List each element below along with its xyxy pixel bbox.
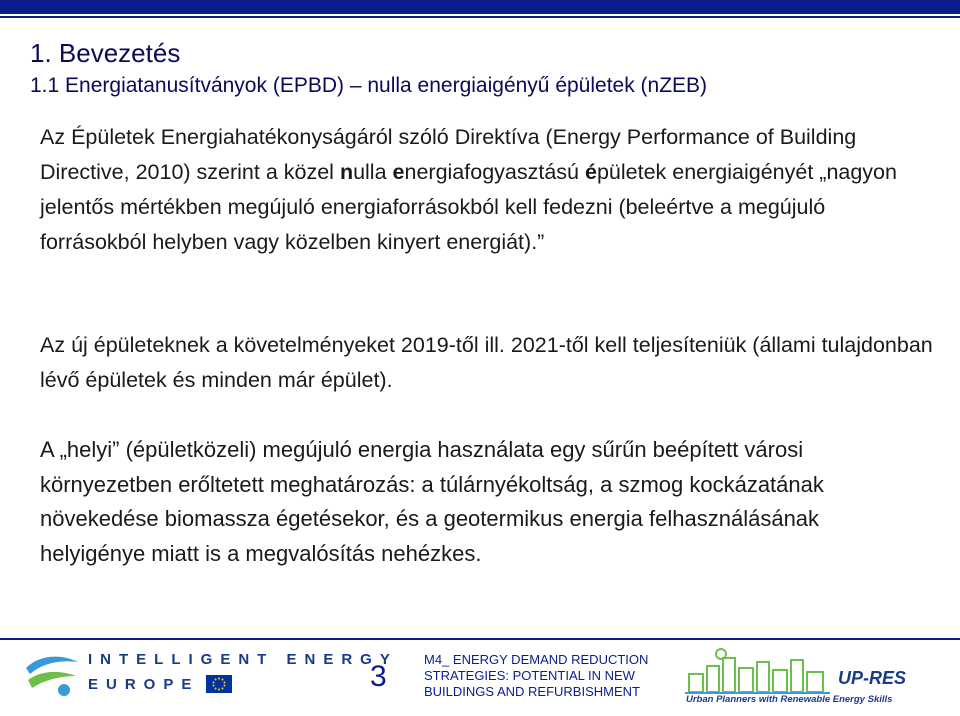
slide-subtitle: 1.1 Energiatanusítványok (EPBD) – nulla energiaigényű épületek (nZEB) <box>30 74 708 97</box>
upres-brand-name: UP-RES <box>838 668 907 688</box>
module-line-1: M4_ ENERGY DEMAND REDUCTION <box>424 652 649 667</box>
top-banner-bar <box>0 0 960 14</box>
footer-divider-line <box>0 638 960 640</box>
ie-brand-line1: INTELLIGENT ENERGY <box>88 651 398 668</box>
slide-title: 1. Bevezetés <box>30 38 181 68</box>
eu-flag-icon <box>206 675 232 693</box>
paragraph-requirements: Az új épületeknek a követelményeket 2019-től ill. 2021-től kell teljesíteniük (állami tulajdonban lévő épületek és minden már épület). <box>40 333 933 392</box>
top-divider-line <box>0 16 960 18</box>
p1-bold-e2: é <box>584 160 597 184</box>
module-line-3: BUILDINGS AND REFURBISHMENT <box>424 684 640 699</box>
ie-brand-line2: EUROPE <box>88 676 200 693</box>
paragraph-local-energy: A „helyi” (épületközeli) megújuló energia használata egy sűrűn beépített városi környezetben erőltetett meghatározás: a túlárnyékoltság, a szmog kockázatának növekedése biomassza égetésekor, és a geotermikus energia felhasználásának helyigénye miatt is a megvalósítás nehézkes. <box>40 437 824 566</box>
p1-text-a: Az Épületek Energiahatékonyságáról szóló Direktíva (Energy Performance of Building Directive, 2010) szerint a közel <box>40 125 857 184</box>
intelligent-energy-logo-icon <box>22 650 82 700</box>
module-line-2: STRATEGIES: POTENTIAL IN NEW <box>424 668 635 683</box>
p1-text-e: pületek energiaigényét „nagyon jelentős mértékben megújuló energiaforrásokból kell fedezni (beleértve a megújuló forrásokból helyben vagy közelben kinyert energiát).” <box>40 160 897 254</box>
upres-tagline: Urban Planners with Renewable Energy Skills <box>686 694 893 705</box>
p1-bold-e: e <box>392 160 405 184</box>
p1-text-c: ulla <box>353 160 393 184</box>
paragraph-epbd <box>40 120 900 260</box>
page-number: 3 <box>370 660 387 693</box>
p1-bold-n: n <box>339 160 354 184</box>
module-title <box>424 652 684 700</box>
p1-text-d: nergiafogyasztású <box>404 160 585 184</box>
